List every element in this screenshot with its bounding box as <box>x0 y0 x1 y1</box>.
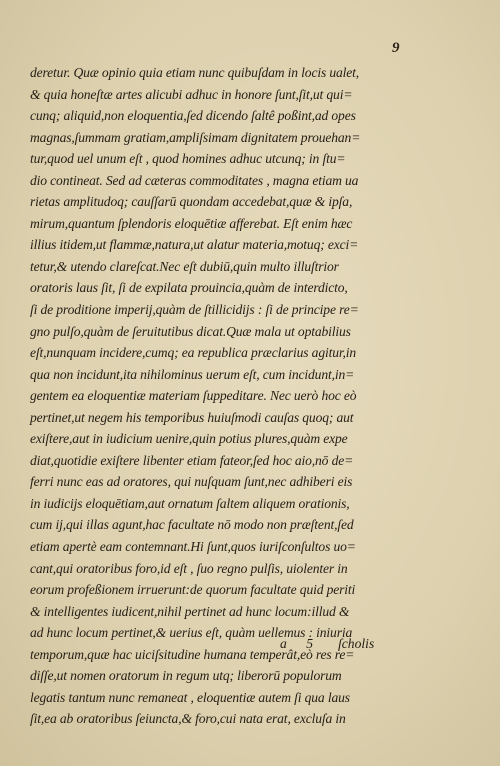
text-line: ferri nunc eas ad oratores, qui nuſquam ſunt,nec adhiberi eis <box>30 474 353 490</box>
text-line: eſt,nunquam incidere,cumq; ea republica præclarius agitur,in <box>30 345 357 361</box>
text-line: ſi de proditione imperij,quàm de ſtillicidijs : ſi de principe re= <box>30 302 359 318</box>
text-line: & intelligentes iudicent,nihil pertinet ad hunc locum:illud & <box>30 603 350 619</box>
text-line: diat,quotidie exiſtere libenter etiam fateor,ſed hoc aio,nō de= <box>30 452 354 468</box>
text-line: magnas,ſummam gratiam,ampliſsimam dignitatem prouehan= <box>30 129 361 145</box>
text-line: cant,qui oratoribus foro,id eſt , ſuo regno pulſis, uiolenter in <box>30 560 348 576</box>
text-line: pertinet,ut negem his temporibus huiuſmodi cauſas quoq; aut <box>30 409 354 425</box>
text-line: tur,quod uel unum eſt , quod homines adhuc utcunq; in ſtu= <box>30 151 346 167</box>
text-line: & quia honeſtæ artes alicubi adhuc in honore ſunt,ſit,ut qui= <box>30 86 353 102</box>
body-text <box>30 62 430 730</box>
text-line: gno pulſo,quàm de ſeruitutibus dicat.Quæ mala ut optabilius <box>30 323 351 339</box>
text-line: mirum,quantum ſplendoris eloquētiæ afferebat. Eſt enim hæc <box>30 215 353 231</box>
text-line: illius itidem,ut flammæ,natura,ut alatur materia,motuq; exci= <box>30 237 359 253</box>
text-line: deretur. Quæ opinio quia etiam nunc quibuſdam in locis ualet, <box>30 65 360 80</box>
text-line: in iudicijs eloquētiam,aut ornatum ſaltem aliquem orationis, <box>30 495 350 511</box>
catchword: ſcholis <box>338 636 375 651</box>
text-line: tetur,& utendo clareſcat.Nec eſt dubiū,quin multo illuſtrior <box>30 258 339 274</box>
signature-mark: a 5 <box>280 636 321 651</box>
text-line: legatis tantum nunc remaneat , eloquentiæ autem ſi qua laus <box>30 689 350 705</box>
text-line: oratoris laus ſit, ſi de expilata prouincia,quàm de interdicto, <box>30 280 348 296</box>
page-number: 9 <box>392 40 400 56</box>
text-line: qua non incidunt,ita nihilominus uerum eſt, cum incidunt,in= <box>30 366 355 382</box>
text-line: cunq; aliquid,non eloquentia,ſed dicendo ſaltê poßint,ad opes <box>30 108 356 124</box>
text-line: temporum,quæ hac uiciſsitudine humana temperât,eò res re= <box>30 646 355 662</box>
text-line: rietas amplitudoq; cauſſarū quondam accedebat,quæ & ipſa, <box>30 194 353 210</box>
text-line: gentem ea eloquentiæ materiam ſuppeditare. Nec uerò hoc eò <box>30 388 357 404</box>
text-line: cum ij,qui illas agunt,hac facultate nō modo non præſtent,ſed <box>30 517 354 533</box>
text-line: dio contineat. Sed ad cæteras commoditates , magna etiam ua <box>30 172 359 188</box>
text-line: eorum profeßionem irruerunt:de quorum facultate quid periti <box>30 582 356 598</box>
text-line: ad hunc locum pertinet,& uerius eſt, quàm uellemus : iniuria <box>30 625 353 641</box>
text-line: ſit,ea ab oratoribus ſeiuncta,& foro,cui nata erat, excluſa in <box>30 711 346 727</box>
text-line: etiam apertè eam contemnant.Hi ſunt,quos iuriſconſultos uo= <box>30 539 356 555</box>
page-footer <box>0 636 500 658</box>
text-line: diſſe,ut nomen oratorum in regum utq; liberorū populorum <box>30 668 342 684</box>
text-line: exiſtere,aut in iudicium uenire,quin potius plures,quàm expe <box>30 431 348 447</box>
